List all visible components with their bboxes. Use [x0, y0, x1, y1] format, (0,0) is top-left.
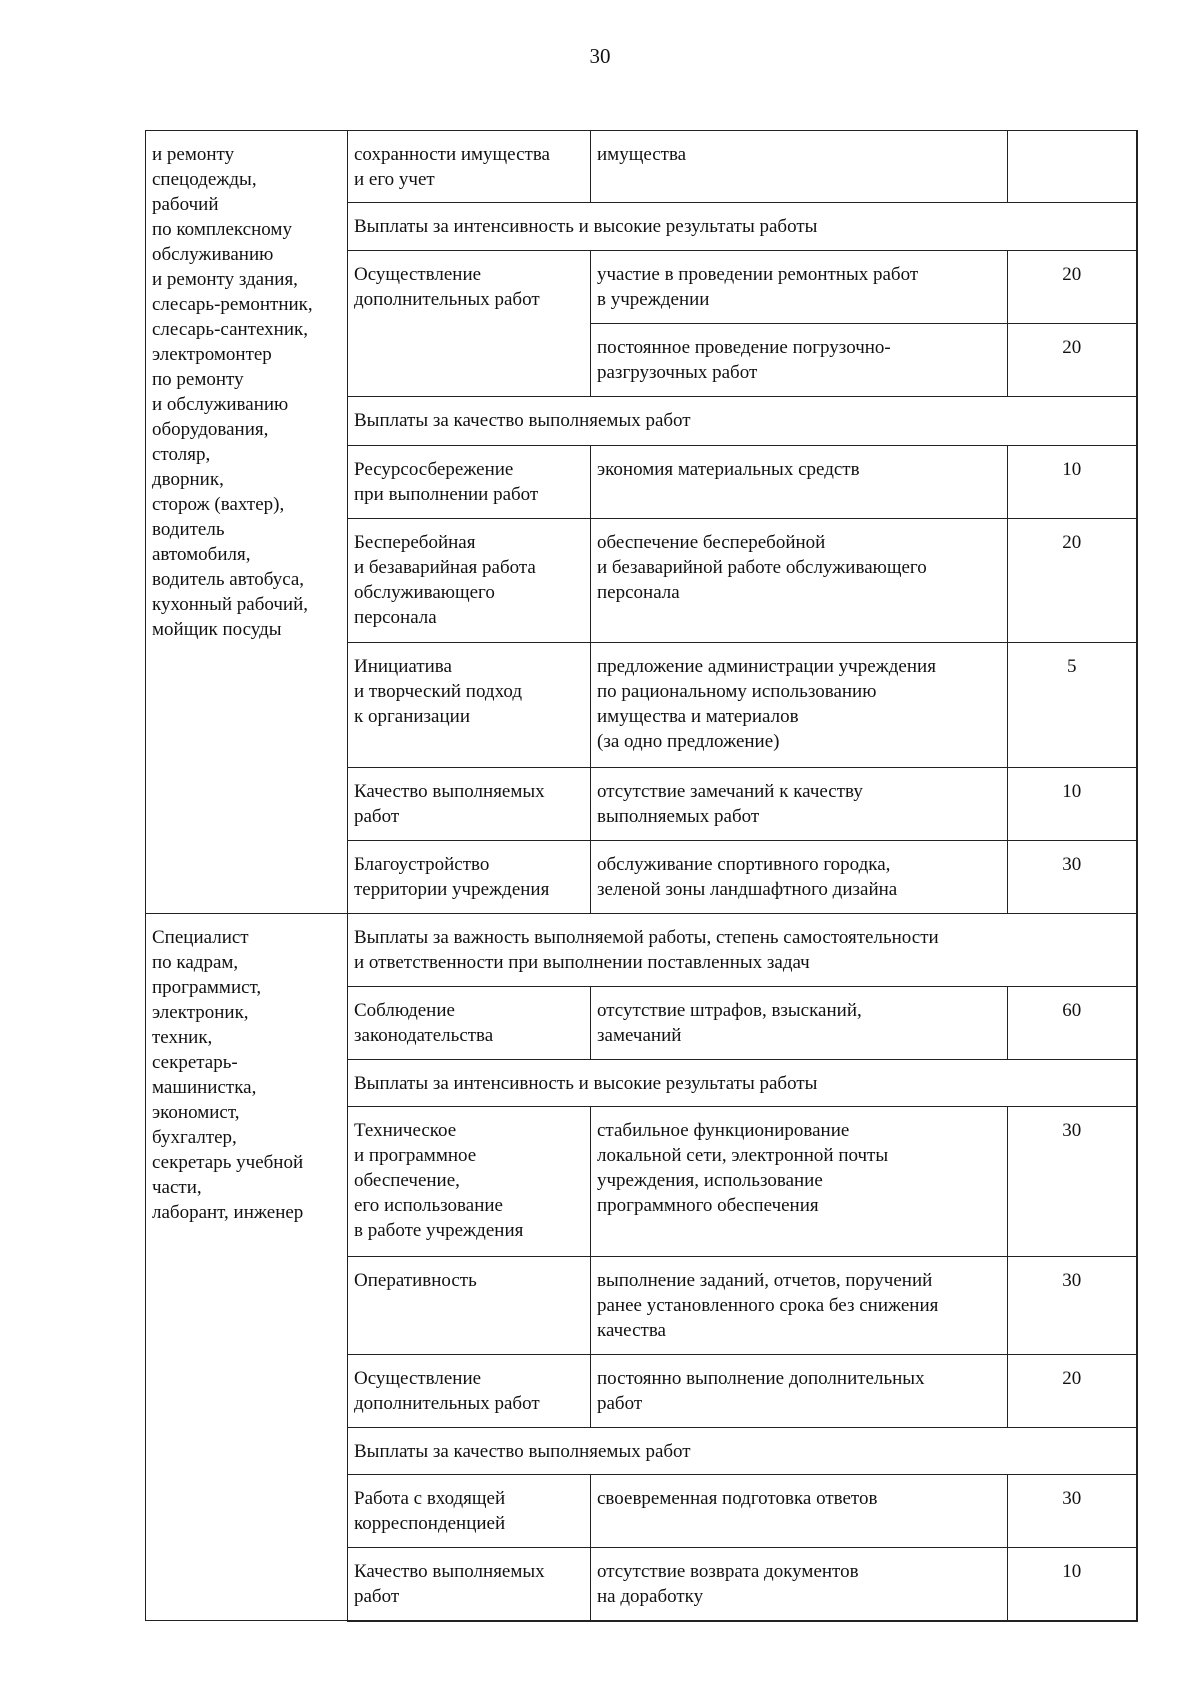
- value-cell: 20: [1008, 324, 1137, 397]
- condition-cell: постоянное проведение погрузочно- разгрузочных работ: [591, 324, 1008, 397]
- condition-cell: имущества: [591, 131, 1008, 203]
- criterion-cell: Инициатива и творческий подход к организации: [348, 643, 591, 768]
- value-cell: 10: [1008, 1548, 1137, 1621]
- value-cell: 30: [1008, 1107, 1137, 1257]
- value-cell: 30: [1008, 1475, 1137, 1548]
- condition-cell: постоянно выполнение дополнительных работ: [591, 1355, 1008, 1428]
- value-cell: 20: [1008, 519, 1137, 643]
- criterion-cell: Качество выполняемых работ: [348, 768, 591, 841]
- payments-table: [145, 130, 1138, 1622]
- condition-cell: экономия материальных средств: [591, 446, 1008, 519]
- criterion-cell: Соблюдение законодательства: [348, 987, 591, 1060]
- value-cell: [1008, 131, 1137, 203]
- value-cell: 30: [1008, 1257, 1137, 1355]
- value-cell: 60: [1008, 987, 1137, 1060]
- condition-cell: выполнение заданий, отчетов, поручений ранее установленного срока без снижения качества: [591, 1257, 1008, 1355]
- position-cell: Специалист по кадрам, программист, электроник, техник, секретарь- машинистка, экономист, бухгалтер, секретарь учебной части, лаборант, инженер: [146, 914, 348, 1621]
- criterion-cell: сохранности имущества и его учет: [348, 131, 591, 203]
- value-cell: 10: [1008, 768, 1137, 841]
- condition-cell: отсутствие возврата документов на доработку: [591, 1548, 1008, 1621]
- section-heading: Выплаты за интенсивность и высокие результаты работы: [348, 203, 1137, 251]
- value-cell: 10: [1008, 446, 1137, 519]
- table-row: [146, 131, 1137, 203]
- condition-cell: предложение администрации учреждения по рациональному использованию имущества и материалов (за одно предложение): [591, 643, 1008, 768]
- criterion-cell: Ресурсосбережение при выполнении работ: [348, 446, 591, 519]
- condition-cell: своевременная подготовка ответов: [591, 1475, 1008, 1548]
- section-heading: Выплаты за качество выполняемых работ: [348, 1428, 1137, 1475]
- criterion-cell: Осуществление дополнительных работ: [348, 1355, 591, 1428]
- condition-cell: отсутствие штрафов, взысканий, замечаний: [591, 987, 1008, 1060]
- condition-cell: стабильное функционирование локальной сети, электронной почты учреждения, использование программного обеспечения: [591, 1107, 1008, 1257]
- condition-cell: участие в проведении ремонтных работ в учреждении: [591, 251, 1008, 324]
- criterion-cell: Качество выполняемых работ: [348, 1548, 591, 1621]
- value-cell: 5: [1008, 643, 1137, 768]
- value-cell: 20: [1008, 251, 1137, 324]
- section-row: [146, 914, 1137, 987]
- criterion-cell: Бесперебойная и безаварийная работа обслуживающего персонала: [348, 519, 591, 643]
- value-cell: 30: [1008, 841, 1137, 914]
- condition-cell: отсутствие замечаний к качеству выполняемых работ: [591, 768, 1008, 841]
- page-number: 30: [589, 44, 611, 68]
- section-heading: Выплаты за интенсивность и высокие результаты работы: [348, 1060, 1137, 1107]
- criterion-cell: Техническое и программное обеспечение, его использование в работе учреждения: [348, 1107, 591, 1257]
- criterion-cell: Работа с входящей корреспонденцией: [348, 1475, 591, 1548]
- criterion-cell: Оперативность: [348, 1257, 591, 1355]
- condition-cell: обслуживание спортивного городка, зеленой зоны ландшафтного дизайна: [591, 841, 1008, 914]
- value-cell: 20: [1008, 1355, 1137, 1428]
- section-heading: Выплаты за важность выполняемой работы, степень самостоятельности и ответственности при выполнении поставленных задач: [348, 914, 1137, 987]
- condition-cell: обеспечение бесперебойной и безаварийной работе обслуживающего персонала: [591, 519, 1008, 643]
- section-heading: Выплаты за качество выполняемых работ: [348, 397, 1137, 446]
- criterion-cell: Благоустройство территории учреждения: [348, 841, 591, 914]
- criterion-cell: Осуществление дополнительных работ: [348, 251, 591, 397]
- position-cell: и ремонту спецодежды, рабочий по комплексному обслуживанию и ремонту здания, слесарь-ремонтник, слесарь-сантехник, электромонтер по ремонту и обслуживанию оборудования, столяр, дворник, сторож (вахтер), водитель автомобиля, водитель автобуса, кухонный рабочий, мойщик посуды: [146, 131, 348, 914]
